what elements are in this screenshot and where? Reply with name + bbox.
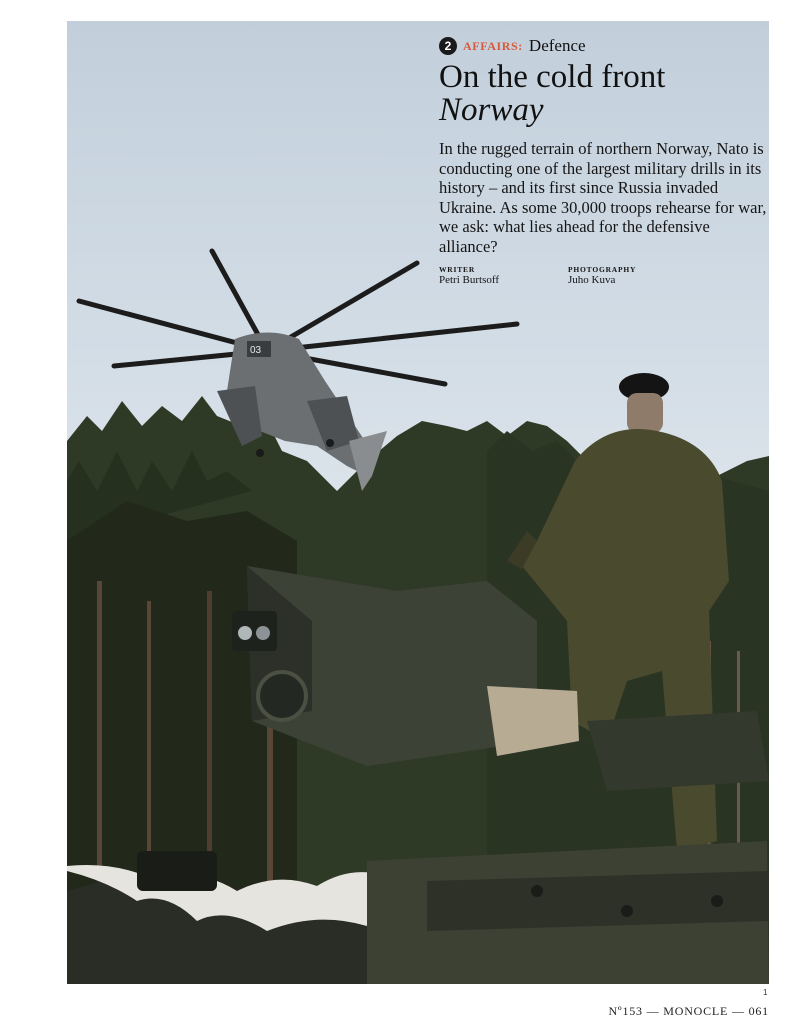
credit-name: Juho Kuva xyxy=(568,274,616,286)
section-kicker xyxy=(439,36,586,56)
headline-main: On the cold front xyxy=(439,59,666,95)
section-label: AFFAIRS: xyxy=(463,38,523,53)
credit-role: PHOTOGRAPHY xyxy=(568,265,637,274)
credit-role: WRITER xyxy=(439,265,476,274)
hero-photo xyxy=(67,21,769,984)
headline-sub: Norway xyxy=(439,92,544,128)
folio: Nº153 — MONOCLE — 061 xyxy=(608,1004,769,1018)
headline xyxy=(439,61,665,127)
credit-name: Petri Burtsoff xyxy=(439,274,499,286)
topic-label: Defence xyxy=(528,36,586,55)
standfirst: In the rugged terrain of northern Norway, Nato is conducting one of the largest military drills in its history – and its first since Russia invaded Ukraine. As some 30,000 troops rehearse for war, we ask: what lies ahead for the defensive alliance? xyxy=(439,139,767,256)
photography-credit xyxy=(568,265,636,286)
helicopter-marking: 03 xyxy=(250,345,262,356)
writer-credit xyxy=(439,265,499,286)
article-number-badge: 2 xyxy=(439,37,457,55)
page-mark: 1 xyxy=(763,988,768,997)
